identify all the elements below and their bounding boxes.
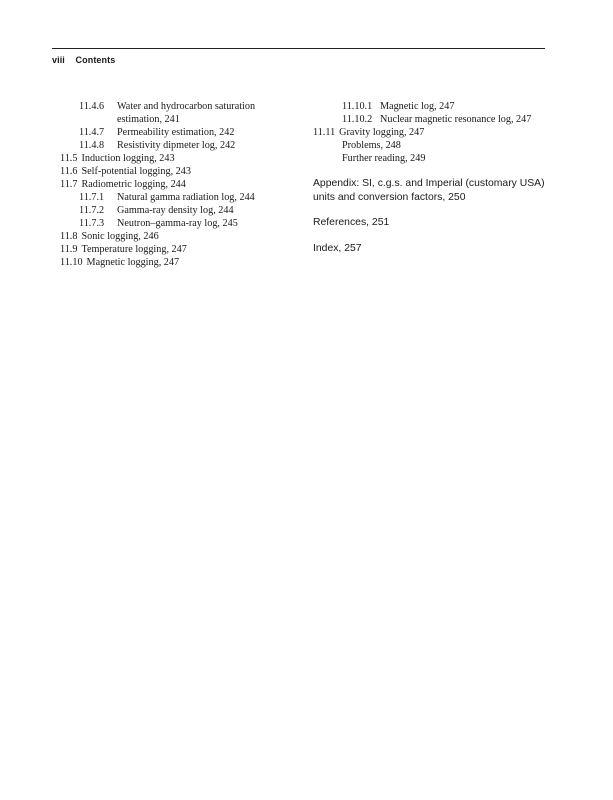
index-line: Index, 257 — [313, 242, 362, 254]
section-number: 11.10.1 — [342, 101, 373, 112]
contents-right-column — [313, 100, 553, 255]
section-number: 11.9 — [60, 244, 78, 255]
toc-entry-further-reading — [313, 152, 553, 165]
toc-entry — [313, 126, 553, 139]
toc-entry-problems — [313, 139, 553, 152]
section-title: Self-potential logging, 243 — [81, 166, 191, 177]
toc-entry — [60, 256, 290, 269]
section-number: 11.7 — [60, 179, 78, 190]
toc-entry — [60, 191, 290, 204]
section-title: Gamma-ray density log, 244 — [117, 205, 234, 216]
toc-entry — [60, 165, 290, 178]
section-title: Water and hydrocarbon saturation — [117, 101, 256, 112]
section-number: 11.10 — [60, 257, 83, 268]
toc-entry — [60, 126, 290, 139]
running-header — [52, 55, 115, 65]
section-title: Resistivity dipmeter log, 242 — [117, 140, 236, 151]
running-title: Contents — [75, 55, 116, 65]
section-title: Problems, 248 — [342, 140, 401, 151]
section-number: 11.11 — [313, 127, 336, 138]
toc-entry — [60, 217, 290, 230]
section-title: Temperature logging, 247 — [81, 244, 187, 255]
section-title: Magnetic logging, 247 — [86, 257, 180, 268]
section-title: Magnetic log, 247 — [380, 101, 455, 112]
section-title: Gravity logging, 247 — [339, 127, 425, 138]
toc-entry — [60, 230, 290, 243]
toc-entry — [60, 178, 290, 191]
appendix-line-2: units and conversion factors, 250 — [313, 191, 466, 203]
section-number: 11.10.2 — [342, 114, 373, 125]
section-title: Further reading, 249 — [342, 153, 426, 164]
toc-entry-continuation — [60, 113, 290, 126]
toc-entry — [60, 100, 290, 113]
page-folio: viii — [52, 55, 65, 65]
toc-entry — [60, 204, 290, 217]
section-title: Induction logging, 243 — [81, 153, 175, 164]
toc-entry — [313, 100, 553, 113]
toc-entry-appendix — [313, 177, 553, 204]
section-title-cont: estimation, 241 — [117, 114, 180, 125]
contents-left-column — [60, 100, 290, 269]
section-title: Radiometric logging, 244 — [81, 179, 186, 190]
section-number: 11.8 — [60, 231, 78, 242]
toc-entry — [60, 243, 290, 256]
section-title: Neutron–gamma-ray log, 245 — [117, 218, 238, 229]
toc-entry-index — [313, 242, 553, 256]
section-number: 11.5 — [60, 153, 78, 164]
toc-entry — [60, 139, 290, 152]
toc-entry — [60, 152, 290, 165]
section-title: Nuclear magnetic resonance log, 247 — [380, 114, 532, 125]
header-rule — [52, 48, 545, 49]
section-number: 11.4.6 — [79, 101, 105, 112]
section-title: Natural gamma radiation log, 244 — [117, 192, 255, 203]
references-line: References, 251 — [313, 217, 390, 228]
section-number: 11.7.1 — [79, 192, 105, 203]
section-number: 11.6 — [60, 166, 78, 177]
section-number: 11.7.3 — [79, 218, 105, 229]
toc-entry — [313, 113, 553, 126]
section-number: 11.4.8 — [79, 140, 105, 151]
section-title: Sonic logging, 246 — [81, 231, 159, 242]
section-title: Permeability estimation, 242 — [117, 127, 235, 138]
toc-entry-references — [313, 216, 553, 230]
section-number: 11.4.7 — [79, 127, 105, 138]
appendix-line-1: Appendix: SI, c.g.s. and Imperial (customary USA) — [313, 178, 545, 189]
section-number: 11.7.2 — [79, 205, 105, 216]
